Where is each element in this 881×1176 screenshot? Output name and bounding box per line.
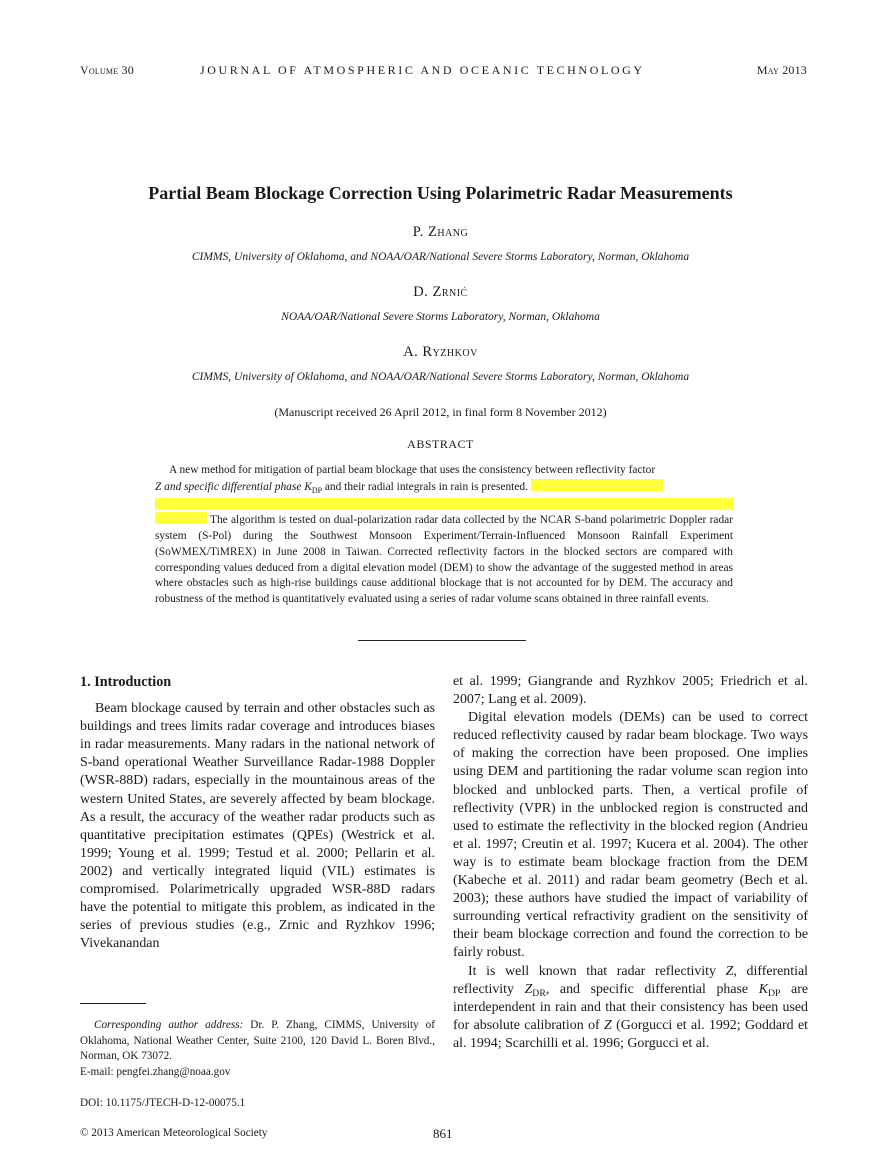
intro-paragraph-1: Beam blockage caused by terrain and other obstacles such as buildings and trees limits radar coverage and introduces biases in radar measurements. Many radars in the national network of S-band operational Weather Surveillance Radar-1988 Doppler (WSR-88D) radars, especially in the mountainous areas of the western United States, are severely affected by beam blockage. As a result, the accuracy of the weather radar products such as quantitative precipitation estimates (QPEs) (Westrick et al. 1999; Young et al. 1999; Testud et al. 2000; Pellarin et al. 2002) and vertically integrated liquid (VIL) estimates is compromised. Polarimetrically upgraded WSR-88D radars have the potential to mitigate this problem, as indicated in the series of previous studies (e.g., Zrnic and Ryzhkov 1996; Vivekanandan — [80, 701, 435, 952]
author-email: E-mail: pengfei.zhang@noaa.gov — [80, 1065, 231, 1078]
page-number: 861 — [433, 1126, 453, 1141]
abstract-line-2: Z and specific differential phase $K_{DP}$ and their radial integrals in rain is presented. — [155, 479, 733, 496]
paper-title: Partial Beam Blockage Correction Using Polarimetric Radar Measurements — [148, 183, 733, 203]
abstract-continuation: The algorithm is tested on dual-polarization radar data collected by the NCAR S-band polarimetric Doppler radar system (S-Pol) during the Southwest Monsoon Experiment/Terrain-Influenced Monsoon Rainfall Experiment (SoWMEX/TiMREX) in June 2008 in Taiwan. Corrected reflectivity factors in the blocked sectors are compared with corresponding values deduced from a digital elevation model (DEM) to show the advantage of the suggested method in areas where obstacles such as high-rise buildings cause additional blockage that is not accounted for by DEM. The accuracy and robustness of the method is quantitatively evaluated using a series of radar volume scans obtained in three rainfall events. — [155, 513, 733, 606]
author-affiliation-1: CIMMS, University of Oklahoma, and NOAA/OAR/National Severe Storms Laboratory, Norman, Oklahoma — [191, 251, 690, 263]
doi: DOI: 10.1175/JTECH-D-12-00075.1 — [80, 1097, 246, 1109]
abstract-line-1: A new method for mitigation of partial beam blockage that uses the consistency between reflectivity factor — [169, 464, 656, 476]
author-affiliation-3: CIMMS, University of Oklahoma, and NOAA/OAR/National Severe Storms Laboratory, Norman, Oklahoma — [191, 371, 690, 383]
footnote-rule — [80, 1003, 146, 1004]
author-name-1: P. Zhang — [412, 224, 469, 240]
intro-paragraph-3: It is well known that radar reflectivity Z, differential reflectivity $Z_{DR}$, and specific differential phase $K_{DP}$ are interdependent in rain and that their consistency has been used for absolute calibration of Z (Gorgucci et al. 1992; Goddard et al. 1994; Scarchilli et al. 1996; Gorgucci et al. — [453, 963, 808, 1051]
intro-paragraph-1-continued: et al. 1999; Giangrande and Ryzhkov 2005; Friedrich et al. 2007; Lang et al. 2009). — [453, 674, 808, 708]
intro-paragraph-2: Digital elevation models (DEMs) can be used to correct reduced reflectivity caused by radar beam blockage. Two ways of making the correction have been proposed. One implies using DEM and partitioning the radar volume scan region into blocked and unblocked parts. Then, a vertical profile of reflectivity (VPR) in the unblocked region is constructed and used to estimate the reflectivity in the blocked region (Andrieu et al. 1997; Creutin et al. 1997; Kucera et al. 2004). The other way is to estimate beam blockage fraction from the DEM (Kabeche et al. 2011) and radar beam geometry (Bech et al. 2003); these authors have studied the impact of variability of surrounding vertical refractivity gradient on the sensitivity of their beam blockage correction and found the correction to be fairly robust. — [453, 710, 808, 961]
running-head-date: May 2013 — [756, 63, 807, 77]
author-name-3: A. Ryzhkov — [403, 344, 478, 360]
abstract-heading: ABSTRACT — [407, 437, 474, 451]
author-name-2: D. Zrnić — [413, 284, 468, 300]
corresponding-author-footnote: Corresponding author address: Dr. P. Zhang, CIMMS, University of Oklahoma, National Weather Center, Suite 2100, 120 David L. Boren Blvd., Norman, OK 73072. E-mail: pengfei.zhang@noaa.gov — [80, 1018, 435, 1080]
copyright-notice: © 2013 American Meteorological Society — [80, 1127, 268, 1139]
left-column — [80, 673, 435, 953]
section-heading-introduction: 1. Introduction — [80, 674, 172, 690]
highlight-mark — [531, 479, 663, 491]
highlight-mark — [155, 512, 207, 524]
highlight-mark — [155, 498, 733, 510]
right-column — [453, 673, 808, 1053]
running-head-volume: Volume 30 — [80, 63, 134, 77]
author-affiliation-2: NOAA/OAR/National Severe Storms Laboratory, Norman, Oklahoma — [281, 311, 600, 323]
running-head-journal: JOURNAL OF ATMOSPHERIC AND OCEANIC TECHNOLOGY — [200, 63, 645, 77]
abstract-body — [155, 463, 733, 608]
manuscript-received: (Manuscript received 26 April 2012, in final form 8 November 2012) — [274, 405, 607, 419]
section-divider — [358, 640, 526, 641]
